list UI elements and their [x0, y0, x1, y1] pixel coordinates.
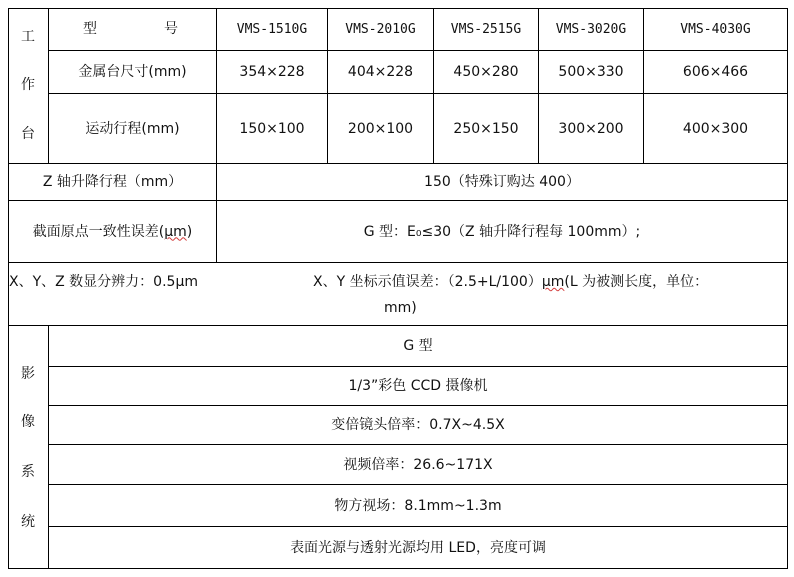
grid-vline — [787, 8, 788, 568]
model-name: VMS-1510G — [236, 22, 308, 37]
side-char: 工 — [21, 29, 35, 45]
travel-value: 200×100 — [347, 120, 414, 137]
table-size-value: 500×330 — [558, 64, 624, 80]
model-header-cell — [49, 9, 216, 50]
side-char: 统 — [21, 514, 35, 530]
indication-error-wrap: mm) — [384, 300, 417, 316]
imaging-row: 视频倍率：26.6~171X — [343, 456, 493, 473]
model-name: VMS-2010G — [345, 22, 416, 37]
table-size-value: 450×280 — [453, 64, 519, 80]
table-size-label: 金属台尺寸(mm) — [78, 64, 187, 80]
indication-error-suffix: (L 为被测长度，单位： — [564, 274, 709, 290]
table-size-value: 404×228 — [347, 64, 414, 80]
travel-value: 150×100 — [239, 120, 305, 137]
side-char: 台 — [21, 126, 35, 142]
section-error-label — [9, 201, 216, 262]
imaging-row: 1/3”彩色 CCD 摄像机 — [348, 378, 488, 394]
model-header-b: 号 — [164, 21, 178, 37]
imaging-row: 表面光源与透射光源均用 LED，亮度可调 — [290, 539, 546, 556]
model-name: VMS-3020G — [555, 22, 627, 37]
travel-label: 运动行程(mm) — [85, 120, 180, 137]
indication-error-prefix: X、Y 坐标示值误差：（2.5+L/100） — [313, 274, 542, 290]
imaging-row: 变倍镜头倍率：0.7X~4.5X — [331, 417, 505, 433]
side-char: 影 — [21, 366, 35, 382]
travel-value: 300×200 — [558, 120, 624, 137]
side-char: 系 — [21, 464, 35, 480]
section-error-label-suffix: ) — [186, 223, 193, 240]
travel-value: 400×300 — [682, 120, 749, 137]
z-travel-label: Z 轴升降行程（mm） — [42, 174, 183, 190]
grid-hline — [8, 262, 788, 263]
travel-value: 250×150 — [453, 120, 519, 137]
table-size-value: 354×228 — [239, 64, 305, 80]
indication-error-unit: μm — [541, 274, 565, 290]
model-name: VMS-2515G — [450, 22, 522, 37]
imaging-row: 物方视场：8.1mm~1.3m — [334, 497, 502, 514]
resolution-text: X、Y、Z 数显分辨力：0.5μm — [9, 274, 198, 290]
z-travel-value: 150（特殊订购达 400） — [424, 174, 580, 190]
section-error-label-prefix: 截面原点一致性误差( — [32, 223, 165, 240]
grid-hline — [8, 568, 788, 569]
model-header-a: 型 — [83, 21, 97, 37]
section-error-label-unit: μm — [164, 223, 187, 240]
model-name: VMS-4030G — [680, 22, 751, 37]
indication-error-text — [313, 275, 708, 289]
side-char: 作 — [21, 77, 35, 93]
side-char: 像 — [21, 414, 35, 430]
section-error-value: G 型：E₀≤30（Z 轴升降行程每 100mm）; — [363, 223, 641, 240]
imaging-row: G 型 — [403, 338, 433, 354]
table-size-value: 606×466 — [682, 64, 749, 80]
